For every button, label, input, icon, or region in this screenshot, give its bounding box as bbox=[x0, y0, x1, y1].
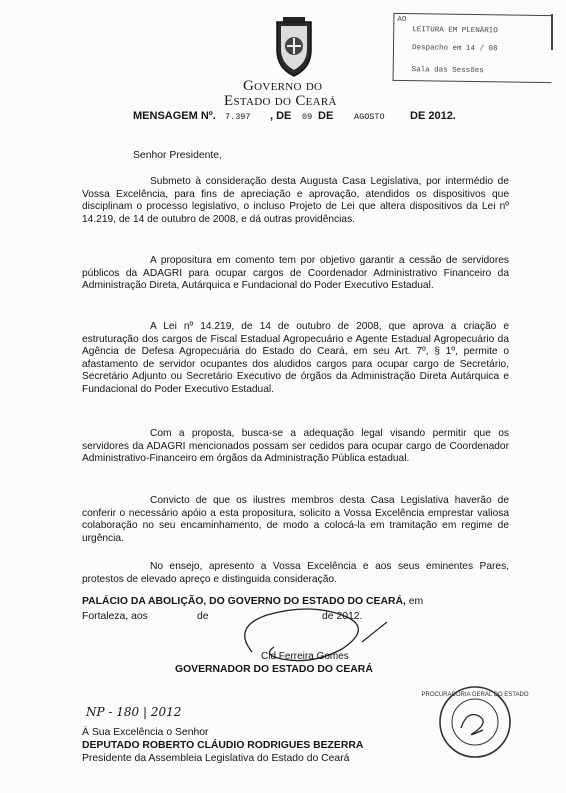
year-label: DE 2012. bbox=[410, 110, 456, 122]
mensagem-label: MENSAGEM Nº. bbox=[133, 110, 216, 122]
coat-of-arms-icon bbox=[271, 16, 317, 80]
stamp-text: PROCURADORIA GERAL DO ESTADO bbox=[421, 692, 529, 698]
procuradoria-round-stamp bbox=[421, 684, 529, 760]
day: 09 bbox=[302, 112, 313, 122]
greeting: Senhor Presidente, bbox=[133, 150, 222, 161]
stamp-right-bar bbox=[551, 14, 553, 50]
de-label: , DE bbox=[270, 110, 292, 122]
city-year: de 2012. bbox=[322, 611, 363, 622]
stamp-line1: AO bbox=[397, 15, 407, 25]
paragraph-6: No ensejo, apresento a Vossa Excelência e aos seus eminentes Pares, protestos de elevado apreço e distinguida consideração. bbox=[82, 561, 509, 585]
paragraph-2: A propositura em comento tem por objetivo garantir a cessão de servidores públicos da ADAGRI para ocupar cargos de Coordenador Administrativo Financeiro da Administração Direta, Autárquica e Fundacional do Poder Executivo Estadual. bbox=[82, 255, 509, 292]
addressee-line3: Presidente da Assembleia Legislativa do Estado do Ceará bbox=[82, 753, 350, 764]
palacio-bold: PALÁCIO DA ABOLIÇÃO, DO GOVERNO DO ESTADO DO CEARÁ, bbox=[82, 596, 406, 607]
palacio-rest: em bbox=[408, 596, 424, 607]
header-title-line1: Governo do bbox=[243, 78, 323, 94]
mensagem-number: 7.397 bbox=[225, 112, 251, 122]
header-title-line2: Estado do Ceará bbox=[224, 93, 337, 109]
month: AGOSTO bbox=[354, 112, 385, 122]
city-line: Fortaleza, aos bbox=[82, 611, 148, 622]
addressee-line1: À Sua Excelência o Senhor bbox=[82, 727, 209, 738]
paragraph-1: Submeto à consideração desta Augusta Casa Legislativa, por intermédio de Vossa Excelência, para fins de apreciação e aprovação, atendidos os dispositivos que disciplinam o processo legislativo, o incluso Projeto de Lei que altera dispositivos da Lei nº 14.219, de 14 de outubro de 2008, e dá outras providências. bbox=[82, 176, 509, 225]
paragraph-3: A Lei nº 14.219, de 14 de outubro de 2008, que aprova a criação e estruturação dos cargos de Fiscal Estadual Agropecuário e Agente Estadual Agropecuário da Agência de Defesa Agropecuária do Estado do Ceará, em seu Art. 7º, § 1º, permite o afastamento de servidor ocupantes dos aludidos cargos para ocupar cargo de Secretário, Secretário Adjunto ou Secretário Executivo de órgãos da Administração Direta Autárquica e Fundacional do Poder Executivo Estadual. bbox=[82, 321, 509, 395]
addressee-line2: DEPUTADO ROBERTO CLÁUDIO RODRIGUES BEZERRA bbox=[82, 740, 364, 751]
signature-name: Cid Ferreira Gomes bbox=[261, 651, 349, 662]
stamp-line2: LEITURA EM PLENÁRIO bbox=[412, 26, 498, 36]
paragraph-5: Convicto de que os ilustres membros desta Casa Legislativa haverão de conferir o necessário apóio a esta propositura, solicito a Vossa Excelência emprestar valiosa colaboração no seu encaminhamento, de modo a colocá-la em tramitação em regime de urgência. bbox=[82, 495, 509, 544]
signature-title: GOVERNADOR DO ESTADO DO CEARÁ bbox=[175, 664, 373, 675]
handwritten-ref: NP - 180 | 2012 bbox=[86, 705, 182, 719]
city-de: de bbox=[197, 611, 209, 622]
paragraph-4: Com a proposta, busca-se a adequação legal visando permitir que os servidores da ADAGRI mencionados possam ser cedidos para ocupar cargo de Coordenador Administrativo-Financeiro em órgãos da Administração Pública estadual. bbox=[82, 428, 509, 465]
stamp-line3: Despacho em 14 / 08 bbox=[411, 44, 498, 54]
stamp-line4: Sala das Sessões bbox=[411, 66, 484, 76]
reading-stamp bbox=[393, 13, 553, 83]
de2-label: DE bbox=[318, 110, 334, 122]
